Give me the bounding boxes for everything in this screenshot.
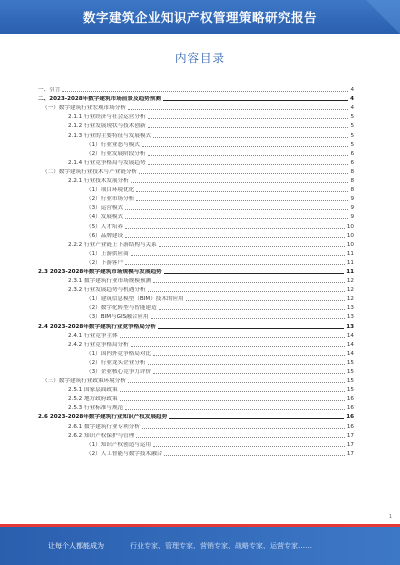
table-of-contents: [38, 84, 354, 457]
toc-leader-dots: [163, 100, 348, 101]
toc-entry-label: 2.4 2023-2028年数字建筑行业竞争格局分析: [38, 323, 157, 330]
toc-entry[interactable]: [38, 430, 354, 439]
toc-entry[interactable]: [38, 111, 354, 120]
toc-entry[interactable]: [38, 411, 354, 420]
toc-entry-page: 13: [346, 314, 354, 321]
toc-entry[interactable]: [38, 257, 354, 266]
toc-entry[interactable]: [38, 384, 354, 393]
toc-entry-label: 2.1.2 行业发展现状与技术创新: [68, 123, 146, 130]
toc-entry[interactable]: [38, 375, 354, 384]
toc-leader-dots: [148, 155, 349, 156]
toc-leader-dots: [158, 328, 344, 329]
toc-leader-dots: [131, 255, 345, 256]
toc-entry[interactable]: [38, 239, 354, 248]
toc-leader-dots: [128, 382, 345, 383]
toc-entry-label: （1）建筑信息模型（BIM）技术的应用: [86, 296, 184, 303]
toc-entry-label: 2.1.3 行业的主要特征与发展模式: [68, 132, 152, 139]
toc-leader-dots: [151, 318, 345, 319]
toc-entry-label: （1）知识产权创造与运用: [86, 441, 152, 448]
toc-entry-page: 10: [346, 241, 354, 248]
toc-entry-label: （三）数字建筑行业政策环境分析: [42, 378, 126, 385]
toc-leader-dots: [148, 291, 345, 292]
toc-entry-page: 9: [350, 214, 354, 221]
toc-leader-dots: [125, 228, 345, 229]
toc-entry-page: 15: [346, 378, 354, 385]
toc-entry-page: 16: [346, 405, 354, 412]
toc-leader-dots: [125, 209, 348, 210]
toc-entry[interactable]: [38, 393, 354, 402]
toc-entry-label: 2.5.1 国家层面政策: [68, 387, 118, 394]
toc-entry-label: （3）运营模式: [86, 205, 124, 212]
toc-entry-label: 2.5.3 行业标准与规范: [68, 405, 124, 412]
toc-leader-dots: [125, 264, 345, 265]
header-decoration: [366, 0, 400, 34]
toc-leader-dots: [125, 237, 345, 238]
toc-entry-page: 6: [350, 159, 354, 166]
toc-leader-dots: [125, 409, 345, 410]
toc-entry-page: 16: [346, 423, 354, 430]
toc-entry[interactable]: [38, 348, 354, 357]
toc-entry-label: 2.3 2023-2028年数字建筑市场规模与发展趋势: [38, 268, 162, 275]
toc-entry[interactable]: [38, 339, 354, 348]
toc-entry[interactable]: [38, 120, 354, 129]
toc-entry-page: 8: [350, 178, 354, 185]
toc-entry-page: 5: [350, 114, 354, 121]
toc-entry-page: 11: [346, 250, 354, 257]
toc-entry-page: 12: [346, 296, 354, 303]
toc-entry-page: 14: [346, 332, 354, 339]
toc-entry-page: 14: [346, 341, 354, 348]
toc-entry-page: 9: [350, 196, 354, 203]
toc-entry-page: 4: [350, 105, 354, 112]
toc-entry-label: 2.4.1 行业竞争主体: [68, 332, 118, 339]
toc-entry-page: 5: [350, 132, 354, 139]
toc-entry-page: 17: [346, 432, 354, 439]
toc-entry-label: 2.1.1 行业经济与社会运营分析: [68, 114, 146, 121]
toc-entry[interactable]: [38, 193, 354, 202]
toc-entry-page: 12: [346, 278, 354, 285]
toc-entry-page: 15: [346, 359, 354, 366]
toc-entry-page: 6: [350, 150, 354, 157]
toc-leader-dots: [139, 173, 348, 174]
toc-entry[interactable]: [38, 202, 354, 211]
toc-entry[interactable]: [38, 248, 354, 257]
toc-entry-label: （1）项目环境优化: [86, 187, 135, 194]
toc-entry-page: 17: [346, 450, 354, 457]
toc-entry-label: （2）下游客户: [86, 259, 124, 266]
toc-entry-label: 2.4.2 行业竞争格局分析: [68, 341, 129, 348]
toc-entry-label: （一）数字建筑行业宏观市场分析: [42, 105, 126, 112]
toc-entry-label: （4）发展模式: [86, 214, 124, 221]
toc-entry[interactable]: [38, 157, 354, 166]
toc-entry[interactable]: [38, 166, 354, 175]
toc-entry-page: 10: [346, 232, 354, 239]
toc-leader-dots: [148, 364, 345, 365]
toc-entry[interactable]: [38, 330, 354, 339]
toc-entry-page: 16: [346, 396, 354, 403]
toc-entry[interactable]: [38, 275, 354, 284]
toc-entry[interactable]: [38, 148, 354, 157]
toc-entry[interactable]: [38, 230, 354, 239]
toc-entry-label: 2.2.1 行业技术发展分析: [68, 178, 129, 185]
toc-entry[interactable]: [38, 266, 354, 275]
toc-entry[interactable]: [38, 284, 354, 293]
footer-stripe: [0, 524, 400, 527]
toc-entry[interactable]: [38, 448, 354, 457]
report-title: 数字建筑企业知识产权管理策略研究报告: [82, 10, 317, 25]
toc-entry[interactable]: [38, 293, 354, 302]
toc-entry[interactable]: [38, 220, 354, 229]
toc-entry-label: （2）数字化转型与智能建造: [86, 305, 157, 312]
toc-entry-label: （1）行业业态与模式: [86, 141, 140, 148]
toc-entry-page: 5: [350, 141, 354, 148]
toc-leader-dots: [159, 309, 345, 310]
toc-leader-dots: [136, 200, 348, 201]
toc-entry[interactable]: [38, 93, 354, 102]
toc-entry-page: 12: [346, 287, 354, 294]
toc-entry[interactable]: [38, 175, 354, 184]
toc-entry-label: 2.6.1 数字建筑行业专利分析: [68, 423, 140, 430]
toc-entry-label: （1）上游供应商: [86, 250, 129, 257]
toc-entry[interactable]: [38, 357, 354, 366]
toc-entry[interactable]: [38, 84, 354, 93]
toc-entry-label: （3）BIM与GIS融合应用: [86, 314, 149, 321]
toc-entry-label: 2.3.1 数字建筑行业市场规模预测: [68, 278, 152, 285]
toc-entry-page: 14: [346, 350, 354, 357]
toc-leader-dots: [169, 418, 344, 419]
toc-leader-dots: [125, 218, 348, 219]
report-header: [0, 0, 400, 34]
toc-leader-dots: [62, 91, 348, 92]
toc-entry-page: 13: [346, 305, 354, 312]
toc-entry-page: 11: [346, 268, 354, 275]
toc-leader-dots: [153, 137, 348, 138]
toc-entry-page: 5: [350, 123, 354, 130]
toc-leader-dots: [136, 437, 345, 438]
toc-entry[interactable]: [38, 420, 354, 429]
toc-leader-dots: [142, 146, 349, 147]
toc-entry-page: 17: [346, 441, 354, 448]
toc-entry-label: （3）企业核心竞争力评价: [86, 369, 152, 375]
toc-leader-dots: [136, 191, 348, 192]
toc-leader-dots: [120, 400, 345, 401]
toc-leader-dots: [153, 282, 345, 283]
toc-entry[interactable]: [38, 302, 354, 311]
toc-entry-label: （2）行业市场分析: [86, 196, 135, 203]
toc-entry-label: 2.5.2 地方政府政策: [68, 396, 118, 403]
toc-entry-label: 二、2023-2028年数字建筑市场前景及趋势预测: [38, 96, 161, 103]
toc-entry-label: （2）人工智能与数字技术融合: [86, 450, 163, 457]
toc-entry[interactable]: [38, 439, 354, 448]
toc-entry-page: 9: [350, 205, 354, 212]
toc-leader-dots: [142, 428, 345, 429]
toc-entry-page: 16: [346, 414, 354, 421]
toc-leader-dots: [153, 446, 345, 447]
toc-leader-dots: [131, 346, 345, 347]
toc-entry[interactable]: [38, 402, 354, 411]
toc-entry-page: 10: [346, 223, 354, 230]
toc-entry-label: 2.6 2023-2028年数字建筑行业知识产权发展趋势: [38, 414, 168, 421]
toc-entry-label: 2.1.4 行业竞争格局与发展趋势: [68, 159, 146, 166]
toc-entry[interactable]: [38, 184, 354, 193]
toc-entry[interactable]: [38, 211, 354, 220]
toc-entry-label: 一、引言: [38, 87, 61, 94]
toc-leader-dots: [148, 127, 349, 128]
toc-entry-page: 4: [350, 96, 354, 103]
toc-entry[interactable]: [38, 139, 354, 148]
toc-leader-dots: [131, 182, 349, 183]
toc-leader-dots: [164, 455, 345, 456]
toc-leader-dots: [153, 373, 345, 374]
toc-leader-dots: [148, 164, 349, 165]
page-number: 1: [388, 514, 392, 520]
toc-entry-page: 13: [346, 323, 354, 330]
toc-heading: 内容目录: [175, 51, 225, 65]
toc-entry[interactable]: [38, 366, 354, 375]
toc-entry-label: （二）数字建筑行业技术与产业链分析: [42, 168, 138, 175]
toc-leader-dots: [120, 337, 345, 338]
footer-slogan: 让每个人都能成为: [48, 542, 104, 550]
toc-entry[interactable]: [38, 320, 354, 329]
toc-leader-dots: [128, 109, 349, 110]
toc-entry-label: 2.6.2 知识产权保护与管理: [68, 432, 135, 439]
report-footer: [0, 524, 400, 565]
toc-entry-page: 15: [346, 369, 354, 375]
toc-entry-label: （6）品牌建设: [86, 232, 124, 239]
toc-entry[interactable]: [38, 311, 354, 320]
toc-leader-dots: [120, 391, 345, 392]
footer-roles: 行业专家、管理专家、营销专家、战略专家、运营专家……: [130, 542, 312, 550]
toc-leader-dots: [186, 300, 345, 301]
toc-entry-label: 2.3.2 行业发展趋势与机遇分析: [68, 287, 146, 294]
toc-leader-dots: [148, 118, 349, 119]
toc-entry-page: 4: [350, 87, 354, 94]
toc-entry[interactable]: [38, 129, 354, 138]
toc-leader-dots: [159, 246, 345, 247]
toc-leader-dots: [164, 273, 345, 274]
toc-entry-label: （2）行业发展阶段分析: [86, 150, 146, 157]
toc-entry-label: 2.2.2 行业产业链上下游结构与关系: [68, 241, 157, 248]
toc-entry-label: （1）国内外竞争格局对比: [86, 350, 152, 357]
toc-entry-label: （5）人才培养: [86, 223, 124, 230]
toc-entry-page: 8: [350, 168, 354, 175]
toc-entry-page: 15: [346, 387, 354, 394]
toc-leader-dots: [153, 355, 345, 356]
toc-entry[interactable]: [38, 102, 354, 111]
toc-entry-label: （2）行业龙头企业分析: [86, 359, 146, 366]
toc-entry-page: 8: [350, 187, 354, 194]
toc-entry-page: 11: [346, 259, 354, 266]
